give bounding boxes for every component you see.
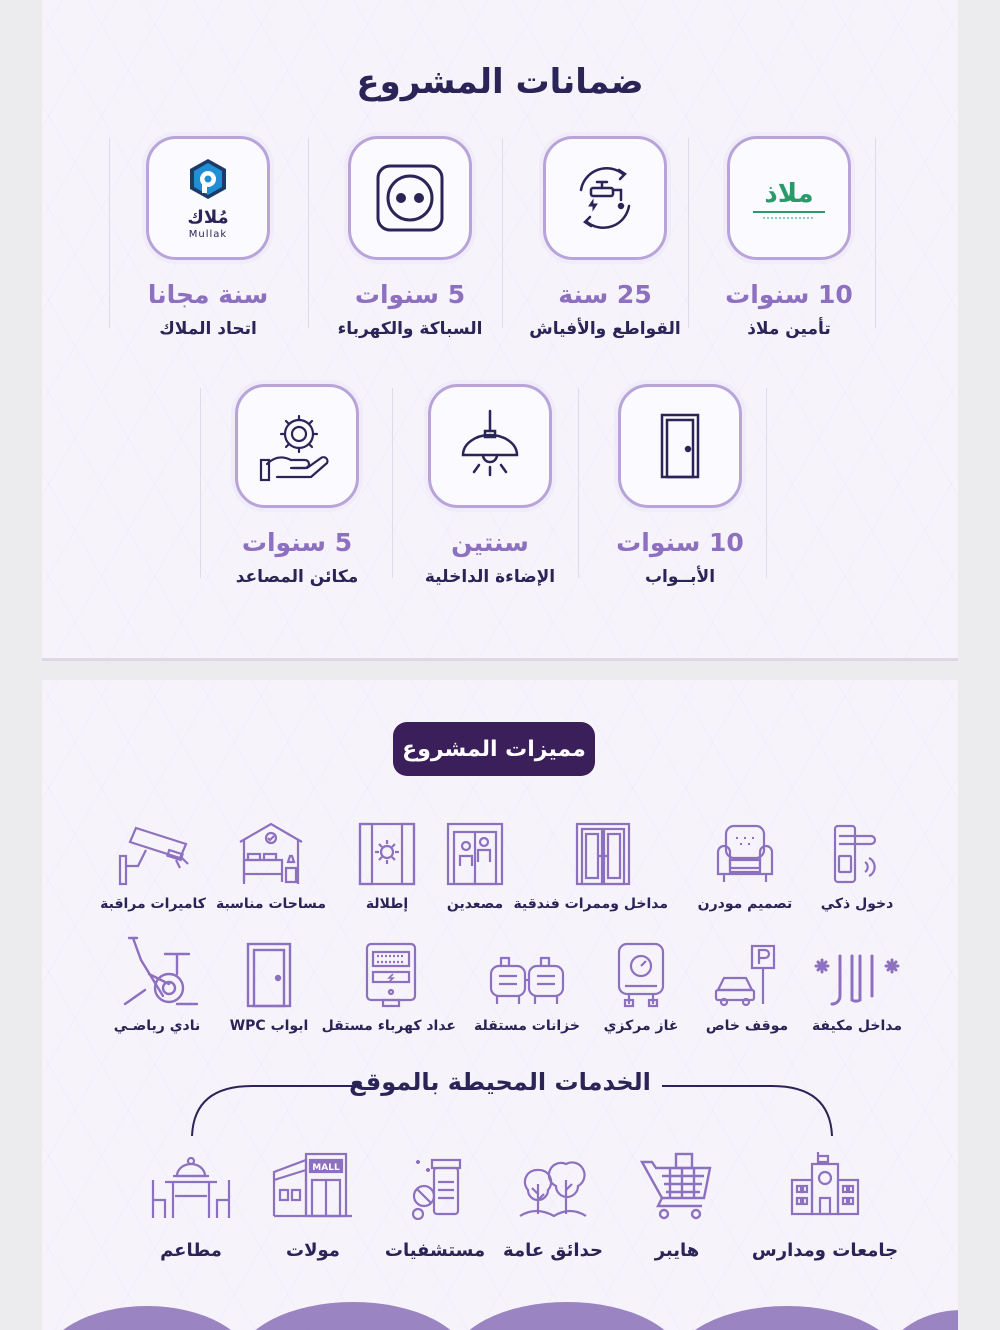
feature-label: كاميرات مراقبة [100, 896, 206, 912]
feature-label: مصعدين [446, 896, 504, 912]
bedroom-icon [206, 816, 336, 886]
gas-heater-icon [576, 938, 706, 1008]
service-restaurants [116, 1146, 266, 1261]
decorative-wave [42, 1306, 252, 1330]
guarantee-doors [590, 384, 770, 587]
guarantees-section [42, 0, 958, 661]
decorative-wave [238, 1302, 468, 1330]
feature-label: ابواب WPC [229, 1018, 309, 1034]
gear-hand-icon [235, 384, 359, 508]
guarantee-plumbing-electric [320, 136, 500, 339]
power-socket-icon [348, 136, 472, 260]
divider [308, 138, 309, 328]
feature-label: موقف خاص [705, 1018, 789, 1034]
feature-label: مساحات مناسبة [215, 896, 327, 912]
guarantee-switches-sockets [515, 136, 695, 339]
armchair-icon [680, 816, 810, 886]
door-icon [618, 384, 742, 508]
feature-central-gas [576, 938, 706, 1034]
restaurant-icon [116, 1146, 266, 1220]
ceiling-lamp-icon [428, 384, 552, 508]
feature-label: تصميم مودرن [697, 896, 793, 912]
guarantee-years: سنتين [451, 528, 529, 557]
guarantee-malath-insurance [699, 136, 879, 339]
guarantee-label: القواطع والأفياش [529, 319, 681, 339]
guarantee-label: السباكة والكهرباء [337, 319, 483, 339]
feature-view [322, 816, 452, 912]
svg-text:ملاذ: ملاذ [764, 179, 814, 209]
svg-text:Mullak: Mullak [188, 229, 228, 240]
feature-label: مداخل مكيفة [811, 1018, 903, 1034]
features-title: مميزات المشروع [393, 722, 595, 776]
divider [200, 388, 201, 578]
exercise-bike-icon [92, 938, 222, 1008]
water-tank-icon [462, 938, 592, 1008]
service-label: مولات [286, 1240, 340, 1261]
feature-label: نادي رياضـي [113, 1018, 201, 1034]
guarantee-label: الأبــواب [644, 567, 716, 587]
guarantee-years: 5 سنوات [354, 280, 466, 309]
malath-logo-icon [727, 136, 851, 260]
services-title: الخدمات المحيطة بالموقع [349, 1068, 651, 1096]
guarantee-years: 10 سنوات [725, 280, 853, 309]
feature-label: عداد كهرباء مستقل [321, 1018, 456, 1034]
divider [109, 138, 110, 328]
feature-modern-design [680, 816, 810, 912]
guarantee-years: 10 سنوات [616, 528, 744, 557]
smart-lock-icon [792, 816, 922, 886]
electric-meter-icon [326, 938, 456, 1008]
svg-text:MALL: MALL [312, 1163, 340, 1173]
feature-suitable-spaces [206, 816, 336, 912]
guarantee-interior-lighting [400, 384, 580, 587]
decorative-wave [882, 1310, 958, 1330]
features-section [42, 680, 958, 1330]
service-label: هايبر [654, 1240, 700, 1261]
wpc-door-icon [204, 938, 334, 1008]
feature-wpc-doors [204, 938, 334, 1034]
service-label: حدائق عامة [503, 1240, 603, 1261]
faucet-plug-icon [543, 136, 667, 260]
feature-hotel-entrances [513, 816, 668, 912]
decorative-wave [452, 1302, 682, 1330]
feature-gym [92, 938, 222, 1034]
guarantee-label: الإضاءة الداخلية [424, 567, 556, 587]
feature-cctv [88, 816, 218, 912]
feature-smart-entry [792, 816, 922, 912]
double-door-icon [538, 816, 668, 886]
guarantee-label: مكائن المصاعد [235, 567, 359, 587]
divider [502, 138, 503, 328]
service-label: مستشفيات [384, 1240, 486, 1261]
cctv-icon [88, 816, 218, 886]
feature-label: مداخل وممرات فندقية [513, 896, 668, 912]
service-label: مطاعم [160, 1240, 222, 1261]
guarantee-label: اتحاد الملاك [159, 319, 257, 339]
guarantee-years: 5 سنوات [241, 528, 353, 557]
guarantee-years: 25 سنة [558, 280, 652, 309]
service-label: جامعات ومدارس [751, 1240, 899, 1261]
feature-electric-meter [321, 938, 456, 1034]
feature-label: دخول ذكي [820, 896, 894, 912]
feature-label: إطلالة [365, 896, 409, 912]
guarantee-elevator-machines [207, 384, 387, 587]
service-universities-schools [750, 1146, 900, 1261]
feature-label: غاز مركزي [603, 1018, 679, 1034]
guarantee-owners-union [118, 136, 298, 339]
school-icon [750, 1146, 900, 1220]
divider [392, 388, 393, 578]
window-icon [322, 816, 452, 886]
guarantee-label: تأمين ملاذ [747, 319, 831, 339]
guarantees-title: ضمانات المشروع [356, 62, 644, 102]
guarantee-years: سنة مجانا [147, 280, 269, 309]
svg-text:مُلاك: مُلاك [187, 207, 229, 228]
feature-label: خزانات مستقلة [474, 1018, 580, 1034]
decorative-wave [672, 1306, 902, 1330]
mullak-logo-icon [146, 136, 270, 260]
feature-independent-tanks [462, 938, 592, 1034]
